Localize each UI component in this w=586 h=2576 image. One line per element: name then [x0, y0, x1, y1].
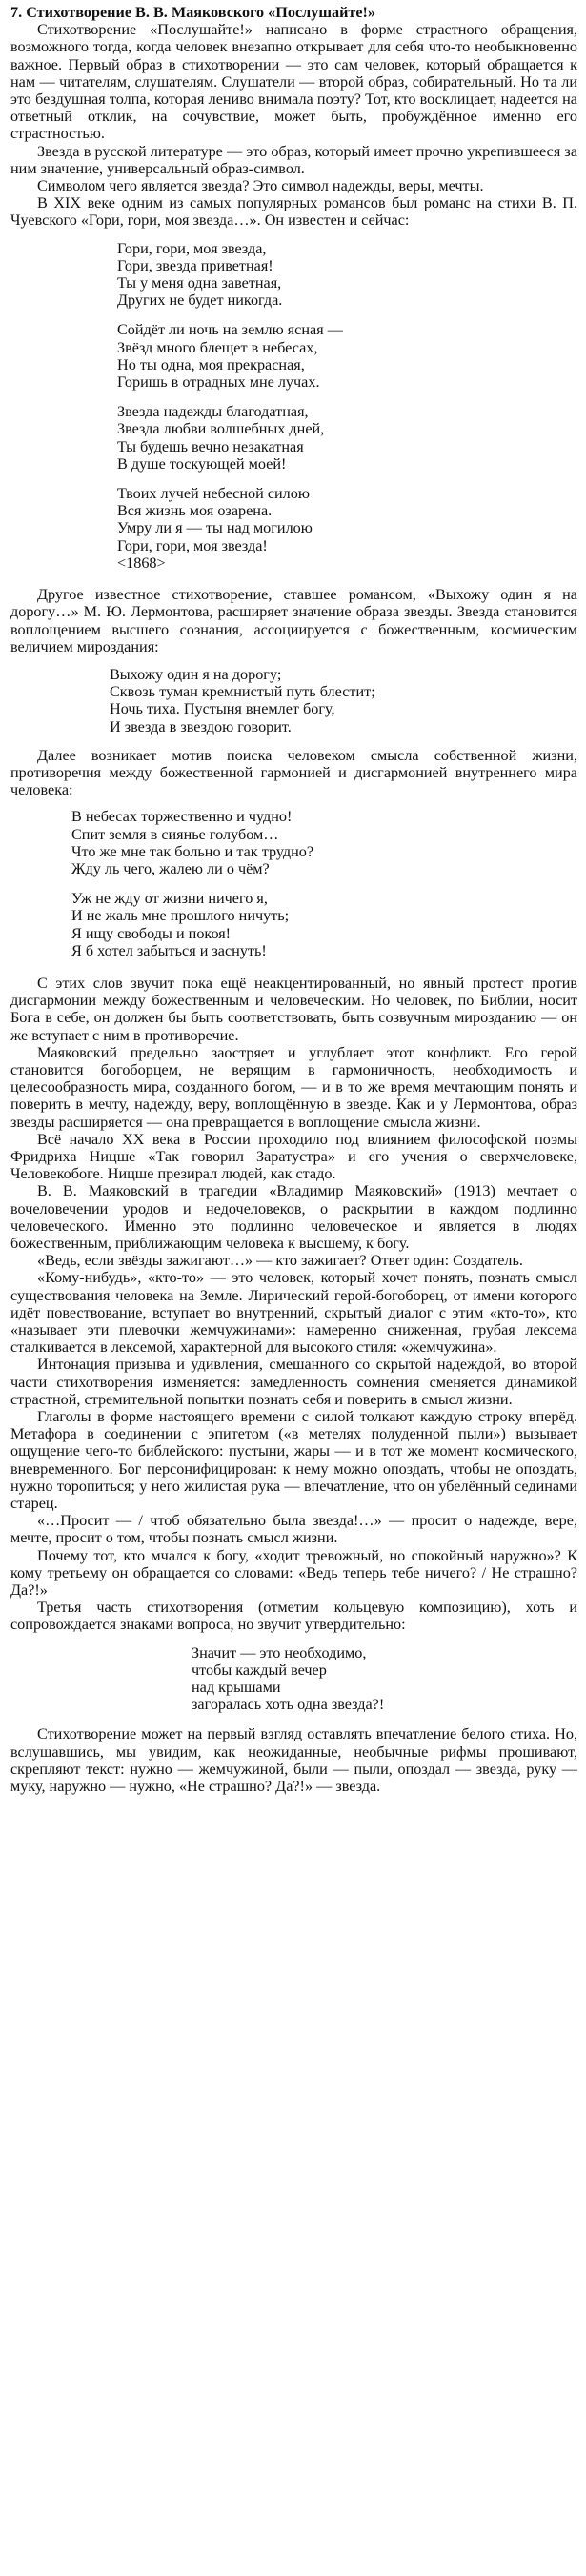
poem-line: <1868>: [117, 553, 166, 572]
poem-line: Но ты одна, моя прекрасная,: [117, 355, 305, 373]
poem-line: Вся жизнь моя озарена.: [117, 502, 273, 520]
paragraph: «Ведь, если звёзды зажигают…» — кто зажигает? Ответ один: Создатель.: [37, 1252, 523, 1270]
paragraph: С этих слов звучит пока ещё неакцентированный, но явный протест против дисгармонии между божественным и человеческим. Но человек, по Библии, носит Бога в себе, он должен бы быть соответствовать, быть созвучным мирозданию — он же вступает с ним в противоречие.: [10, 974, 577, 1044]
poem-line: И не жаль мне прошлого ничуть;: [71, 907, 290, 925]
poem-line: Сквозь туман кремнистый путь блестит;: [110, 683, 375, 701]
paragraph: Интонация призыва и удивления, смешанного со скрытой надеждой, во второй части стихотворения изменяется: замедленность сомнения сменяется динамикой страстной, стремительной попытки познать себя и поверить в смысл жизни.: [10, 1356, 577, 1408]
poem-line: Горишь в отрадных мне лучах.: [117, 373, 320, 392]
paragraph: Маяковский предельно заостряет и углубляет этот конфликт. Его герой становится богоборцем, не верящим в гармоничность, необходимость и целесообразность мира, созданного богом, — и в то же время мечтающим понять и поверить в мечту, надежду, веру, воплощённую в звезде. Как и у Лермонтова, образ звезды расширяется — она превращается в воплощение смысла жизни.: [10, 1043, 577, 1131]
poem-line: Звёзд много блещет в небесах,: [117, 338, 318, 356]
poem-stanza: [192, 1644, 577, 1714]
poem-line: И звезда в звездою говорит.: [110, 717, 292, 735]
paragraph: В XIX веке одним из самых популярных романсов был романс на стихи В. П. Чуевского «Гори, гори, моя звезда…». Он известен и сейчас:: [10, 194, 577, 230]
document-body: [10, 21, 577, 1795]
poem-line: Что же мне так больно и так трудно?: [71, 842, 314, 860]
paragraph: Глаголы в форме настоящего времени с силой толкают каждую строку вперёд. Метафора в соединении с эпитетом («в метелях полуденной пыли») вызывает ощущение чего-то библейского: пустыни, жары — и в тот же момент космического, вневременного. Бог персонифицирован: к нему можно опоздать, чтобы не опоздать, нужно торопиться; у него жилистая рука — впечатление, что он убелённый сединами старец.: [10, 1408, 577, 1513]
poem-line: Ты у меня одна заветная,: [117, 274, 282, 292]
poem-line: над крышами: [192, 1679, 281, 1697]
paragraph: Почему тот, кто мчался к богу, «ходит тревожный, но спокойный наружно»? К кому третьему он обращается со словами: «Ведь теперь тебе ничего? / Не страшно? Да?!»: [10, 1546, 577, 1600]
poem-line: Уж не жду от жизни ничего я,: [71, 890, 268, 908]
poem-line: загоралась хоть одна звезда?!: [192, 1696, 385, 1714]
poem-stanza: [117, 240, 577, 310]
poem-stanza: [117, 321, 577, 391]
poem-line: Я ищу свободы и покоя!: [71, 924, 232, 942]
poem-line: Выхожу один я на дорогу;: [110, 665, 282, 683]
poem-line: Значит — это необходимо,: [192, 1643, 367, 1661]
section-title: 7. Стихотворение В. В. Маяковского «Послушайте!»: [10, 4, 376, 21]
poem-line: Звезда любви волшебных дней,: [117, 420, 325, 438]
poem-stanza: [117, 403, 577, 473]
poem-stanza: [117, 485, 577, 572]
poem-line: Гори, звезда приветная!: [117, 256, 273, 274]
paragraph: «…Просит — / чтоб обязательно была звезда!…» — просит о надежде, вере, мечте, просит о том, чтобы познать смысл жизни.: [10, 1512, 577, 1547]
poem-line: Гори, гори, моя звезда,: [117, 239, 267, 257]
poem-stanza: [71, 808, 577, 877]
poem-line: чтобы каждый вечер: [192, 1660, 327, 1679]
poem-quote: [10, 655, 577, 747]
poem-line: Спит земля в сиянье голубом…: [71, 825, 279, 843]
poem-stanza: [110, 666, 577, 735]
paragraph: Символом чего является звезда? Это символ надежды, веры, мечты.: [37, 177, 484, 195]
poem-line: Твоих лучей небесной силою: [117, 485, 310, 503]
paragraph: Звезда в русской литературе — это образ, который имеет прочно укрепившееся за ним значение, универсальный образ-символ.: [10, 142, 577, 177]
poem-quote: [10, 798, 577, 975]
poem-line: Гори, гори, моя звезда!: [117, 536, 268, 554]
poem-line: Ночь тиха. Пустыня внемлет богу,: [110, 700, 335, 718]
poem-line: Ты будешь вечно незакатная: [117, 437, 304, 455]
poem-line: Звезда надежды благодатная,: [117, 403, 309, 421]
poem-line: В небесах торжественно и чудно!: [71, 808, 293, 826]
paragraph: Другое известное стихотворение, ставшее романсом, «Выхожу один я на дорогу…» М. Ю. Лермонтова, расширяет значение образа звезды. Звезда становится воплощением высшего сознания, ассоциируется с божественным, космическим величием мироздания:: [10, 586, 577, 655]
poem-stanza: [71, 890, 577, 959]
poem-line: Других не будет никогда.: [117, 292, 283, 310]
poem-quote: [10, 230, 577, 586]
poem-line: Умру ли я — ты над могилою: [117, 519, 313, 537]
poem-quote: [10, 1634, 577, 1726]
poem-line: В душе тоскующей моей!: [117, 454, 287, 473]
poem-line: Я б хотел забыться и заснуть!: [71, 941, 267, 959]
paragraph: Далее возникает мотив поиска человеком смысла собственной жизни, противоречия между божественной гармонией и дисгармонией внутреннего мира человека:: [10, 746, 577, 799]
paragraph: Третья часть стихотворения (отметим кольцевую композицию), хоть и сопровождается знаками вопроса, но звучит утвердительно:: [10, 1599, 577, 1634]
paragraph: Стихотворение «Послушайте!» написано в форме страстного обращения, возможного тогда, когда человек внезапно открывает для себя что-то необыкновенно важное. Первый образ в стихотворении — это сам человек, который обращается к нам — читателям, слушателям. Слушатели — второй образ, собирательный. Но та ли это бездушная толпа, которая лениво внимала поэту? Тот, кто восклицает, надеется на ответный отклик, на сочувствие, может быть, пробуждённое именно его страстностью.: [10, 21, 577, 143]
poem-line: Жду ль чего, жалею ли о чём?: [71, 859, 270, 877]
poem-line: Сойдёт ли ночь на землю ясная —: [117, 321, 343, 339]
paragraph: Всё начало XX века в России проходило под влиянием философской поэмы Фридриха Ницше «Так говорил Заратустра» и его учения о сверхчеловеке, Человекобоге. Ницше презирал людей, как стадо.: [10, 1130, 577, 1183]
paragraph: «Кому-нибудь», «кто-то» — это человек, который хочет понять, познать смысл существования человека на Земле. Лирический герой-богоборец, от имени которого идёт повествование, вступает во внутренний, скрытый диалог с этим «кто-то», кто «называет эти плевочки жемчужинами»: намеренно сниженная, грубая лексема сталкивается в лексемой, характерной для высокого стиля: «жемчужина».: [10, 1269, 577, 1357]
paragraph: Стихотворение может на первый взгляд оставлять впечатление белого стиха. Но, вслушавшись, мы увидим, как неожиданные, необычные рифмы прошивают, скрепляют текст: нужно — жемчужиной, были — пыли, опоздал — звезда, руку — муку, наружно — нужно, «Не страшно? Да?!» — звезда.: [10, 1725, 577, 1796]
paragraph: В. В. Маяковский в трагедии «Владимир Маяковский» (1913) мечтает о вочеловечении уродов и недочеловеков, о раскрытии в каждом подлинно человеческого. Именно это подлинно человеческое и является в людях божественным, приближающим человека к высшему, к богу.: [10, 1182, 577, 1252]
